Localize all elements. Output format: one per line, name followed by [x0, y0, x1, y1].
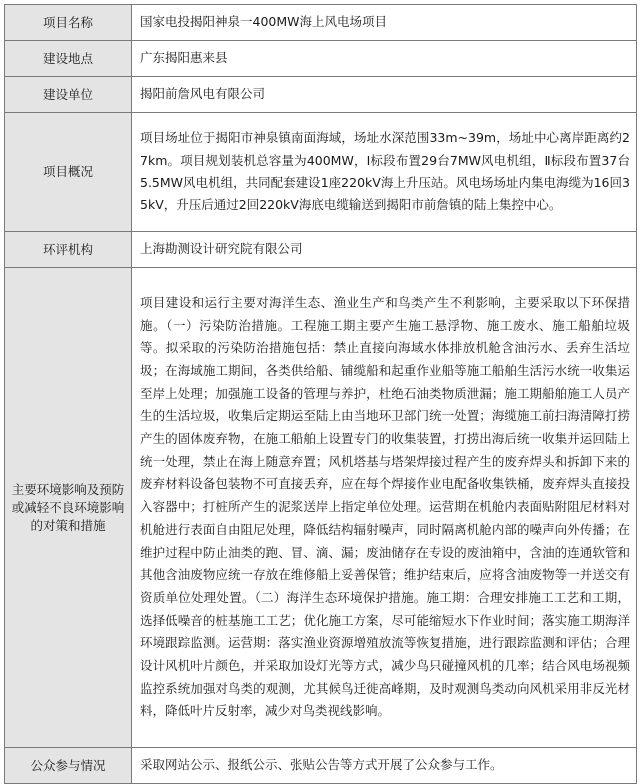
- table-row-eia-agency: [5, 232, 637, 268]
- project-info-table: [4, 4, 637, 784]
- table-row-public-participation: [5, 748, 637, 784]
- row-label-location: 建设地点: [5, 41, 132, 77]
- row-label-public-participation: 公众参与情况: [5, 748, 132, 784]
- table-row-builder: [5, 77, 637, 113]
- table-row-measures: [5, 268, 637, 748]
- row-label-eia-agency: 环评机构: [5, 232, 132, 268]
- row-label-overview: 项目概况: [5, 113, 132, 232]
- row-label-measures: 主要环境影响及预防或减轻不良环境影响的对策和措施: [5, 268, 132, 748]
- row-value-measures: 项目建设和运行主要对海洋生态、渔业生产和鸟类产生不利影响，主要采取以下环保措施。（一）污染防治措施。工程施工期主要产生施工悬浮物、施工废水、施工船舶垃圾等。拟采取的污染防治措施包括：禁止直接向海域水体排放机舱含油污水、丢弃生活垃圾；在海域施工期间，各类供给船、铺缆船和起重作业船等施工船舶生活污水统一收集运至岸上处理；加强施工设备的管理与养护，杜绝石油类物质泄漏；施工期船舶施工人员产生的生活垃圾，收集后定期运至陆上由当地环卫部门统一处置；海缆施工前扫海清障打捞产生的固体废弃物，在施工船舶上设置专门的收集装置，打捞出海后统一收集并运回陆上统一处理，禁止在海上随意弃置；风机塔基与塔架焊接过程产生的废弃焊头和拆卸下来的废弃材料设备包装物不可直接丢弃，应在每个焊接作业电配备收集铁桶，废弃焊头直接投入容器中；打桩所产生的泥浆送岸上指定单位处理。运营期在机舱内表面贴附阻尼材料对机舱进行表面自由阻尼处理，降低结构辐射噪声，同时隔离机舱内部的噪声向外传播；在维护过程中防止油类的跑、冒、滴、漏；废油储存在专设的废油箱中，含油的连通软管和其他含油废物应统一存放在维修船上妥善保管；维护结束后，应将含油废物等一并送交有资质单位处理处置。（二）海洋生态环境保护措施。施工期：合理安排施工工艺和工期，选择低噪音的桩基施工工艺；优化施工方案，尽可能缩短水下作业时间；落实施工期海洋环境跟踪监测。运营期：落实渔业资源增殖放流等恢复措施，进行跟踪监测和评估；合理设计风机叶片颜色，并采取加设灯光等方式，减少鸟只碰撞风机的几率；结合风电场视频监控系统加强对鸟类的观测，尤其候鸟迁徙高峰期，及时观测鸟类动向风机采用非反光材料，降低叶片反射率，减少对鸟类视线影响。: [132, 268, 637, 748]
- row-value-eia-agency: 上海勘测设计研究院有限公司: [132, 232, 637, 268]
- row-value-builder: 揭阳前詹风电有限公司: [132, 77, 637, 113]
- row-value-project-name: 国家电投揭阳神泉一400MW海上风电场项目: [132, 5, 637, 41]
- table-row-project-name: [5, 5, 637, 41]
- row-value-overview: 项目场址位于揭阳市神泉镇南面海域，场址水深范围33m~39m，场址中心离岸距离约27km。项目规划装机总容量为400MW，Ⅰ标段布置29台7MW风电机组，Ⅱ标段布置37台5.5MW风电机组，共同配套建设1座220kV海上升压站。风电场场址内集电海缆为16回35kV，升压后通过2回220kV海底电缆输送到揭阳市前詹镇的陆上集控中心。: [132, 113, 637, 232]
- table-row-overview: [5, 113, 637, 232]
- table-row-location: [5, 41, 637, 77]
- row-value-location: 广东揭阳惠来县: [132, 41, 637, 77]
- row-label-builder: 建设单位: [5, 77, 132, 113]
- row-value-public-participation: 采取网站公示、报纸公示、张贴公告等方式开展了公众参与工作。: [132, 748, 637, 784]
- row-label-project-name: 项目名称: [5, 5, 132, 41]
